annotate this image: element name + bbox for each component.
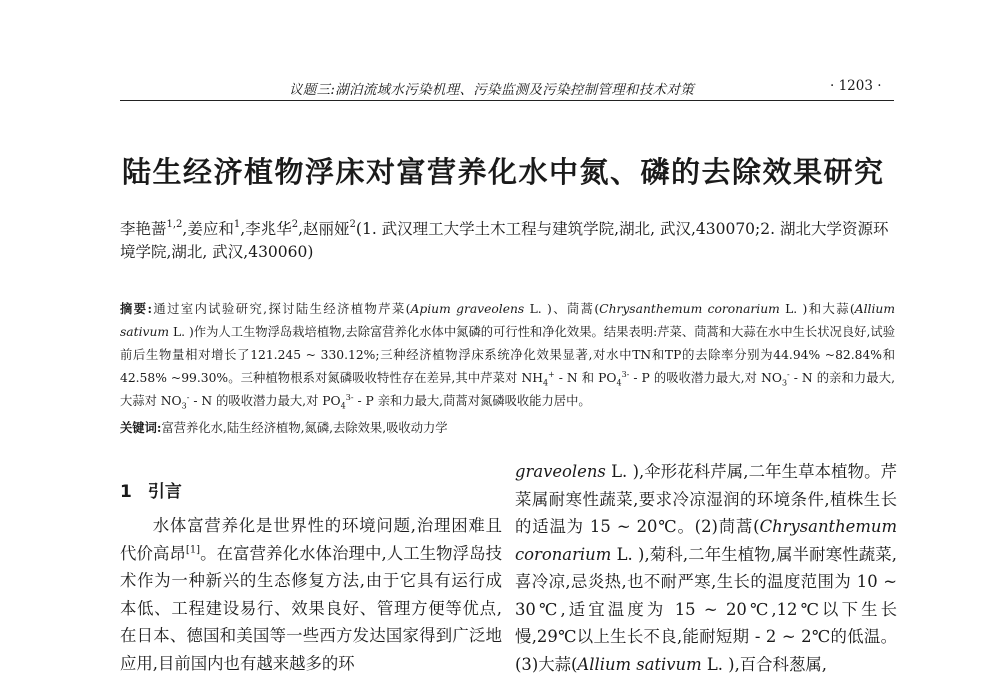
abstract-text: L. )作为人工生物浮岛栽培植物,去除富营养化水体中氮磷的可行性和净化效果。结果表明:芹菜、茼蒿和大蒜在水中生长状况良好,试验前后生物量相对增长了121.245 ~ 330.12%;三种经济植物浮床系统净化效果显著,对水中TN和TP的去除率分别为44.94% ~82.84%和42.58% ~99.30%。三种植物根系对氮磷吸收特性存在差异,其中芹菜对 NH [120, 325, 895, 385]
author-affiliation-mark: 1 [233, 218, 241, 230]
species-name: graveolens [515, 462, 606, 481]
chem-superscript: 3- [345, 392, 354, 402]
chem-superscript: + [548, 369, 555, 379]
author-affiliation-mark: 2 [349, 218, 356, 230]
body-text: L. ),伞形花科芹属,二年生草本植物。芹菜属耐寒性蔬菜,要求冷凉湿润的环境条件,植株生长的适温为 15 ~ 20℃。(2)茼蒿( [515, 462, 897, 536]
abstract-label: 摘要: [120, 301, 152, 316]
chem-superscript: - [787, 369, 790, 379]
species-name: Apium graveolens [410, 302, 525, 316]
paper-title: 陆生经济植物浮床对富营养化水中氮、磷的去除效果研究 [122, 155, 885, 189]
author-block: 李艳蔷$^{1,2}$,姜应和$^1$,李兆华$^2$,赵丽娅$^2$(1. 武汉理工大学土木工程与建筑学院,湖北, 武汉,430070;2. 湖北大学资源环境学院,湖北, 武汉,430060) [120, 218, 889, 261]
abstract [120, 297, 895, 413]
header-rule [120, 100, 894, 101]
chem-superscript: 3- [621, 369, 630, 379]
body-paragraph [120, 512, 502, 677]
running-header-title: 议题三:湖泊流域水污染机理、污染监测及污染控制管理和技术对策 [289, 82, 695, 98]
species-name: Allium sativum [577, 654, 702, 674]
chem-subscript: 4 [542, 378, 549, 388]
abstract-text: - P 亲和力最大,茼蒿对氮磷吸收能力居中。 [353, 394, 591, 408]
author-name: 姜应和 [187, 220, 234, 238]
species-name: Chrysanthemum coronarium [515, 517, 897, 564]
chem-subscript: 4 [340, 401, 346, 411]
keywords-text: 富营养化水,陆生经济植物,氮磷,去除效果,吸收动力学 [161, 421, 448, 435]
keywords [120, 418, 895, 438]
author-name: 赵丽娅 [303, 220, 350, 238]
species-name: Chrysanthemum coronarium [599, 302, 780, 316]
author-affiliation-mark: 2 [291, 218, 299, 230]
section-number: 1 [120, 482, 132, 502]
citation-ref: [1] [185, 544, 201, 556]
abstract-text: - N 的吸收潜力最大,对 PO [189, 394, 341, 408]
section-heading [120, 477, 182, 502]
body-text: L. ),菊科,二年生植物,属半耐寒性蔬菜,喜冷凉,忌炎热,也不耐严寒,生长的温度范围为 10 ~ 30℃,适宜温度为 15 ~ 20℃,12℃以下生长慢,29℃以上生长不良,能耐短期 - 2 ~ 2℃的低温。(3)大蒜( [515, 544, 897, 674]
abstract-text: L. )和大蒜( [779, 302, 855, 316]
abstract-text: L. )、茼蒿( [524, 302, 600, 316]
body-paragraph [515, 458, 897, 678]
author-affiliation-mark: 1,2 [166, 218, 183, 230]
author-name: 李兆华 [245, 220, 292, 238]
body-column-left [120, 512, 502, 677]
chem-subscript: 3 [181, 401, 187, 411]
chem-superscript: - [186, 392, 190, 402]
chem-subscript: 4 [616, 378, 622, 388]
abstract-text: 通过室内试验研究,探讨陆生经济植物芹菜( [151, 302, 411, 316]
body-text: 。在富营养化水体治理中,人工生物浮岛技术作为一种新兴的生态修复方法,由于它具有运行成本低、工程建设易行、效果良好、管理方便等优点,在日本、德国和美国等一些西方发达国家得到广泛地应用,目前国内也有越来越多的环 [120, 543, 502, 673]
keywords-label: 关键词: [120, 420, 162, 435]
body-text: L. ),百合科葱属, [701, 654, 827, 674]
page-number: · 1203 · [830, 78, 882, 94]
abstract-text: - N 和 PO [554, 371, 617, 385]
abstract-text: - N 的亲和力最大,大蒜对 NO [120, 371, 896, 408]
author-name: 李艳蔷 [120, 220, 167, 238]
species-name: Allium sativum [120, 302, 895, 339]
body-text: 水体富营养化是世界性的环境问题,治理困难且代价高昂 [120, 516, 502, 563]
section-title: 引言 [147, 482, 182, 502]
abstract-text: - P 的吸收潜力最大,对 NO [629, 371, 782, 385]
body-column-right [515, 458, 897, 678]
affiliation-text: (1. 武汉理工大学土木工程与建筑学院,湖北, 武汉,430070;2. 湖北大学资源环境学院,湖北, 武汉,430060) [120, 220, 889, 261]
chem-subscript: 3 [781, 378, 788, 388]
